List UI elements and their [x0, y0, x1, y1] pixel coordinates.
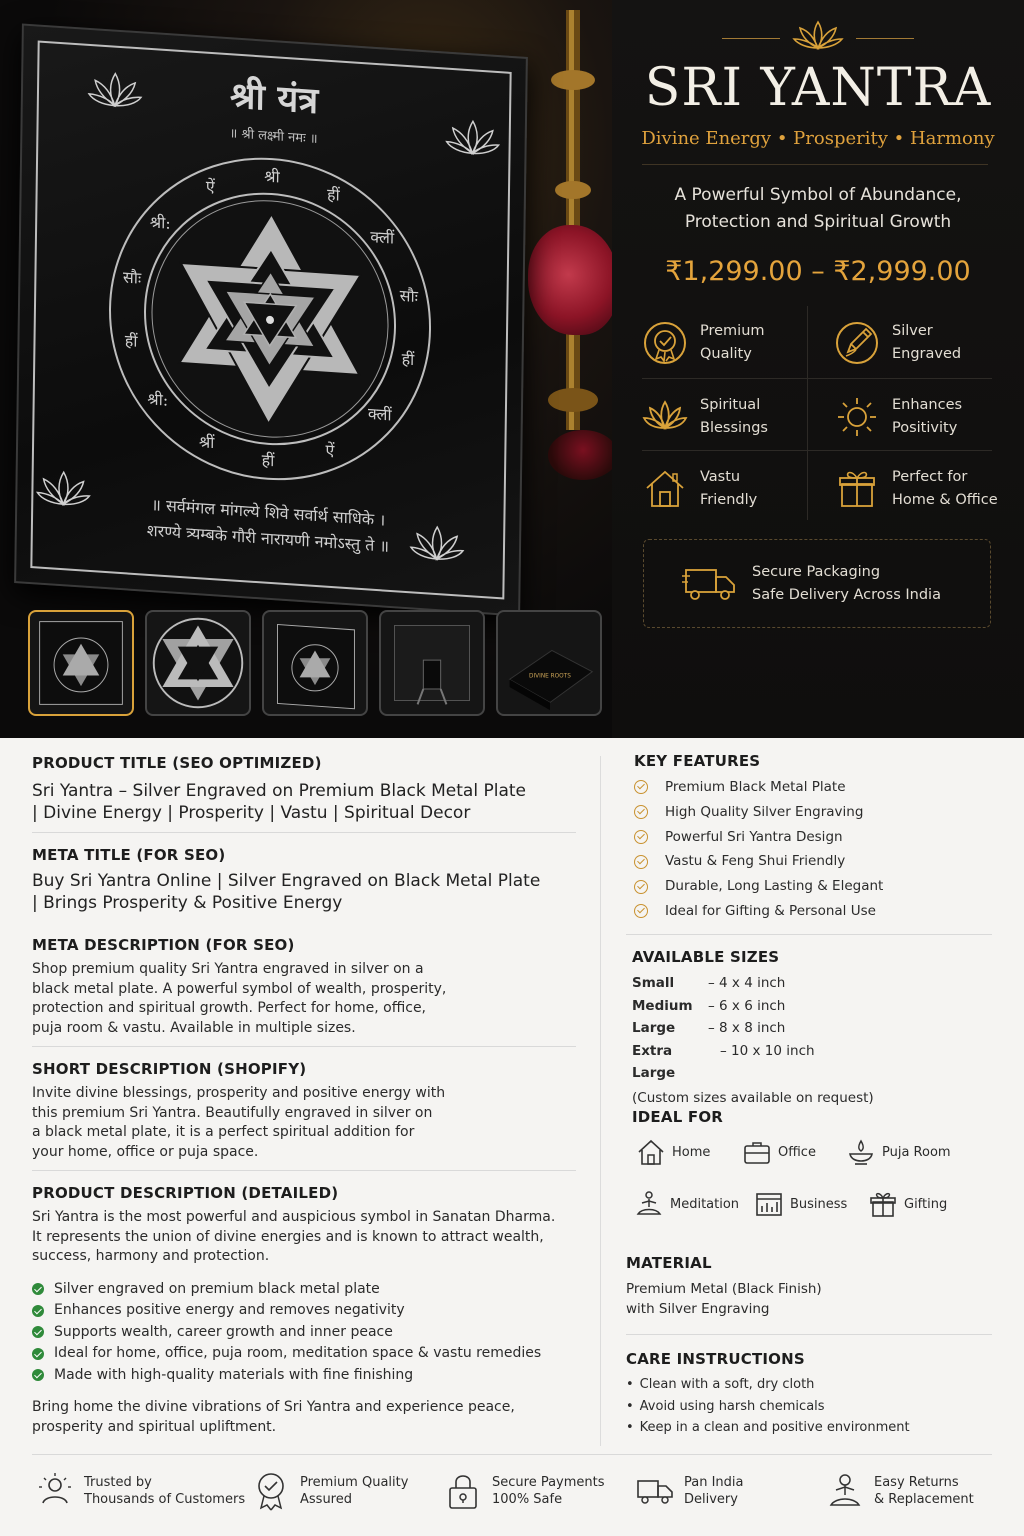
trust-badge: [444, 1471, 605, 1511]
ideal-item-home: [636, 1138, 710, 1166]
size-name: Small: [632, 975, 675, 991]
trust-line: Trusted by: [84, 1474, 152, 1490]
short-description-line: a black metal plate, it is a perfect spiritual addition for: [32, 1124, 415, 1140]
key-feature-item: [634, 874, 994, 899]
meta-description-block: [32, 936, 578, 1038]
key-feature-item: [634, 899, 994, 924]
size-name: Large: [632, 1020, 676, 1036]
meditation-icon: [634, 1190, 664, 1218]
price-range: ₹1,299.00 – ₹2,999.00: [665, 256, 971, 287]
key-feature-text: Ideal for Gifting & Personal Use: [665, 902, 876, 919]
yantra-plaque: [14, 23, 528, 616]
trust-line: Delivery: [684, 1492, 738, 1507]
section-heading: META TITLE (FOR SEO): [32, 846, 226, 864]
size-dimension: – 8 x 8 inch: [708, 1020, 786, 1036]
thumbnail-back-stand[interactable]: [379, 610, 485, 716]
feature-label: Enhances: [892, 397, 963, 413]
ideal-item-business: [754, 1190, 847, 1218]
benefit-list: [32, 1279, 578, 1387]
ideal-item-gifting: [868, 1190, 947, 1218]
ornament-rule-left: [722, 38, 780, 39]
feature-spiritual-blessings: [642, 382, 822, 452]
short-description-line: your home, office or puja space.: [32, 1143, 259, 1160]
divider: [642, 164, 988, 165]
benefit-item: [32, 1365, 578, 1387]
product-title-text: | Divine Energy | Prosperity | Vastu | Spiritual Decor: [32, 803, 471, 823]
divider: [626, 934, 992, 935]
section-heading: PRODUCT DESCRIPTION (DETAILED): [32, 1184, 339, 1202]
feature-label: Silver: [892, 323, 933, 339]
benefit-text: Made with high-quality materials with fine finishing: [54, 1366, 414, 1383]
material-block: [626, 1254, 986, 1319]
ring-syllable: श्री: [264, 166, 280, 187]
sizes-note: (Custom sizes available on request): [632, 1089, 874, 1106]
truck-icon: [636, 1471, 674, 1511]
key-feature-item: [634, 775, 994, 800]
ring-syllable: श्री:: [149, 212, 171, 233]
feature-label: Premium: [700, 323, 765, 339]
size-row: [632, 1040, 992, 1085]
detailed-description-block: [32, 1184, 578, 1437]
ring-syllable: ऐं: [325, 440, 335, 461]
key-feature-text: High Quality Silver Engraving: [665, 803, 864, 820]
ideal-label: Meditation: [670, 1196, 740, 1212]
ring-syllable: श्रीं: [198, 432, 215, 453]
briefcase-icon: [742, 1138, 772, 1166]
people-trust-icon: [36, 1471, 74, 1511]
section-heading: MATERIAL: [626, 1254, 712, 1272]
product-tagline: Divine Energy • Prosperity • Harmony: [641, 128, 995, 149]
packaging-subtitle: Safe Delivery Across India: [752, 586, 941, 603]
short-description-line: this premium Sri Yantra. Beautifully engraved in silver on: [32, 1104, 433, 1121]
section-heading: IDEAL FOR: [632, 1108, 724, 1126]
key-feature-item: [634, 800, 994, 825]
short-description-block: [32, 1060, 578, 1162]
divider: [32, 1170, 576, 1171]
key-feature-text: Premium Black Metal Plate: [665, 779, 846, 795]
care-item: • Avoid using harsh chemicals: [626, 1396, 992, 1418]
key-feature-text: Durable, Long Lasting & Elegant: [665, 878, 884, 895]
description-line: success, harmony and protection.: [32, 1248, 270, 1264]
short-description-line: Invite divine blessings, prosperity and positive energy with: [32, 1085, 446, 1101]
ideal-item-meditation: [634, 1190, 739, 1218]
available-sizes-block: [632, 948, 992, 1108]
ring-syllable: ऐं: [205, 176, 215, 197]
key-feature-item: [634, 849, 994, 874]
meta-description-line: black metal plate. A powerful symbol of wealth, prosperity,: [32, 980, 447, 997]
trust-line: Pan India: [684, 1474, 744, 1490]
ideal-item-office: [742, 1138, 816, 1166]
feature-label: Blessings: [700, 420, 768, 436]
feature-label: Engraved: [892, 346, 962, 362]
benefit-text: Ideal for home, office, puja room, meditation space & vastu remedies: [54, 1345, 542, 1361]
plaque-title: श्री यंत्र: [229, 74, 319, 123]
divider: [32, 1046, 576, 1047]
trust-line: & Replacement: [874, 1492, 974, 1507]
packaging-title: Secure Packaging: [752, 563, 881, 580]
plaque-subtitle: ॥ श्री लक्ष्मी नमः ॥: [229, 126, 318, 148]
check-icon: [32, 1283, 44, 1295]
product-title-text: Sri Yantra – Silver Engraved on Premium Black Metal Plate: [32, 781, 526, 801]
diya-icon: [846, 1138, 876, 1166]
column-divider: [600, 756, 601, 1446]
care-list: [626, 1374, 992, 1439]
divider: [626, 1334, 992, 1335]
secure-packaging-box: [643, 539, 991, 628]
feature-label: Perfect for: [892, 469, 968, 485]
check-icon: [32, 1326, 44, 1338]
pen-engrave-icon: [834, 320, 880, 366]
section-heading: PRODUCT TITLE (SEO OPTIMIZED): [32, 754, 322, 772]
thumbnail-front[interactable]: [28, 610, 134, 716]
key-features-list: [634, 775, 994, 924]
gift-icon: [834, 466, 880, 512]
house-icon: [642, 466, 688, 512]
check-circle-icon: [634, 880, 648, 894]
ideal-label: Office: [778, 1144, 816, 1160]
sizes-list: [632, 972, 992, 1085]
feature-premium-quality: [642, 308, 822, 378]
feature-label: Home & Office: [892, 492, 998, 508]
feature-grid: [642, 306, 998, 520]
thumbnail-strip: [28, 610, 602, 716]
hero-banner: [0, 0, 1024, 738]
ring-syllable: हीं: [124, 330, 138, 351]
ideal-for-block: [632, 1108, 992, 1228]
check-icon: [32, 1348, 44, 1360]
mantra-line-1: ॥ सर्वमंगल मांगल्ये शिवे सर्वार्थ साधिके ।: [151, 495, 386, 530]
ideal-label: Puja Room: [882, 1144, 951, 1160]
feature-vastu-friendly: [642, 454, 822, 524]
ring-syllable: क्लीं: [370, 227, 395, 248]
ring-syllable: हीं: [401, 349, 415, 370]
benefit-item: [32, 1322, 578, 1344]
check-icon: [32, 1305, 44, 1317]
ideal-item-puja-room: [846, 1138, 951, 1166]
business-icon: [754, 1190, 784, 1218]
key-features-block: [634, 752, 994, 924]
thumbnail-angle[interactable]: [262, 610, 368, 716]
section-heading: KEY FEATURES: [634, 752, 761, 770]
size-dimension: – 6 x 6 inch: [708, 997, 786, 1014]
section-heading: AVAILABLE SIZES: [632, 948, 780, 966]
key-feature-text: Powerful Sri Yantra Design: [665, 828, 843, 845]
description-line: It represents the union of divine energies and is known to attract wealth,: [32, 1228, 544, 1245]
benefit-text: Silver engraved on premium black metal plate: [54, 1280, 380, 1297]
care-item: • Keep in a clean and positive environment: [626, 1417, 992, 1439]
trust-badge: [252, 1471, 408, 1511]
ideal-label: Gifting: [904, 1196, 948, 1212]
product-details-section: [0, 738, 1024, 1536]
delivery-truck-icon: [682, 564, 738, 604]
key-feature-text: Vastu & Feng Shui Friendly: [665, 853, 846, 870]
meta-description-line: Shop premium quality Sri Yantra engraved in silver on a: [32, 961, 424, 977]
trust-line: Assured: [300, 1492, 352, 1507]
benefit-item: [32, 1279, 578, 1301]
feature-label: Friendly: [700, 492, 758, 508]
trust-badge: [826, 1471, 974, 1511]
home-icon: [636, 1138, 666, 1166]
trust-badge: [36, 1471, 245, 1511]
subhead-line-1: A Powerful Symbol of Abundance,: [674, 185, 962, 205]
check-circle-icon: [634, 904, 648, 918]
check-icon: [32, 1369, 44, 1381]
subhead-line-2: Protection and Spiritual Growth: [684, 212, 952, 232]
care-instructions-block: [626, 1350, 992, 1439]
lotus-emblem-icon: [792, 20, 844, 52]
trust-badges-bar: [32, 1454, 992, 1536]
closing-line: Bring home the divine vibrations of Sri Yantra and experience peace,: [32, 1399, 515, 1415]
returns-icon: [826, 1471, 864, 1511]
gift-icon: [868, 1190, 898, 1218]
size-row: [632, 995, 992, 1018]
material-text: Premium Metal (Black Finish): [626, 1281, 822, 1297]
benefit-item: [32, 1343, 578, 1365]
ring-syllable: हीं: [261, 450, 275, 471]
size-dimension: – 10 x 10 inch: [720, 1042, 815, 1059]
quality-ribbon-icon: [252, 1471, 290, 1511]
ornament-rule-right: [856, 38, 914, 39]
check-circle-icon: [634, 855, 648, 869]
feature-label: Positivity: [892, 420, 958, 436]
product-summary-panel: [612, 0, 1024, 738]
rose-image: [528, 225, 618, 335]
description-line: Sri Yantra is the most powerful and auspicious symbol in Sanatan Dharma.: [32, 1209, 556, 1225]
check-circle-icon: [634, 805, 648, 819]
lotus-icon: [642, 394, 688, 440]
meta-title-block: [32, 846, 578, 914]
size-row: [632, 972, 992, 995]
feature-enhances-positivity: [834, 382, 1014, 452]
product-title-block: [32, 754, 578, 824]
trust-badge: [636, 1471, 744, 1511]
divider: [32, 832, 576, 833]
thumbnail-yantra-closeup[interactable]: [145, 610, 251, 716]
ring-syllable: सौः: [399, 285, 419, 307]
feature-home-office: [834, 454, 1014, 524]
product-photo[interactable]: [0, 0, 612, 738]
feature-label: Quality: [700, 346, 752, 362]
feature-label: Vastu: [700, 469, 741, 485]
size-dimension: – 4 x 4 inch: [708, 975, 786, 991]
check-circle-icon: [634, 780, 648, 794]
ideal-label: Home: [672, 1144, 711, 1160]
closing-line: prosperity and spiritual upliftment.: [32, 1418, 277, 1435]
material-text: with Silver Engraving: [626, 1300, 770, 1317]
section-heading: META DESCRIPTION (FOR SEO): [32, 936, 295, 954]
size-row: [632, 1017, 992, 1040]
section-heading: SHORT DESCRIPTION (SHOPIFY): [32, 1060, 307, 1078]
product-name: SRI YANTRA: [644, 58, 992, 118]
trust-line: Premium Quality: [300, 1474, 409, 1490]
trust-line: Easy Returns: [874, 1474, 959, 1490]
ring-syllable: श्री:: [147, 389, 169, 410]
meta-title-text: Buy Sri Yantra Online | Silver Engraved on Black Metal Plate: [32, 871, 541, 891]
meta-title-text: | Brings Prosperity & Positive Energy: [32, 893, 343, 913]
trust-line: Secure Payments: [492, 1474, 605, 1490]
ring-syllable: क्लीं: [367, 403, 392, 425]
ideal-label: Business: [790, 1196, 848, 1212]
brass-lamp-image: [548, 10, 598, 430]
benefit-text: Supports wealth, career growth and inner peace: [54, 1323, 393, 1340]
meta-description-line: protection and spiritual growth. Perfect for home, office,: [32, 1000, 427, 1016]
ring-syllable: हीं: [326, 184, 340, 205]
size-name: Medium: [632, 997, 693, 1014]
grid-divider: [642, 378, 992, 379]
product-subhead: [642, 182, 994, 236]
size-name: Extra Large: [632, 1042, 676, 1081]
feature-silver-engraved: [834, 308, 1014, 378]
care-item: • Clean with a soft, dry cloth: [626, 1374, 992, 1396]
quality-badge-icon: [642, 320, 688, 366]
ring-syllable: सौः: [122, 267, 142, 288]
meta-description-line: puja room & vastu. Available in multiple sizes.: [32, 1019, 356, 1036]
sun-icon: [834, 394, 880, 440]
lock-icon: [444, 1471, 482, 1511]
feature-label: Spiritual: [700, 397, 761, 413]
benefit-item: [32, 1300, 578, 1322]
gift-box-label: DIVINE ROOTS: [529, 673, 571, 680]
benefit-text: Enhances positive energy and removes negativity: [54, 1302, 405, 1318]
trust-line: 100% Safe: [492, 1492, 563, 1507]
key-feature-item: [634, 825, 994, 850]
mantra-line-2: शरण्ये त्र्यम्बके गौरी नारायणी नमोऽस्तु ते ॥: [146, 520, 390, 556]
trust-line: Thousands of Customers: [84, 1492, 246, 1507]
sri-yantra-diagram: [88, 142, 453, 496]
thumbnail-gift-box[interactable]: [496, 610, 602, 716]
kumkum-bowl-image: [548, 430, 618, 480]
section-heading: CARE INSTRUCTIONS: [626, 1350, 805, 1368]
check-circle-icon: [634, 830, 648, 844]
